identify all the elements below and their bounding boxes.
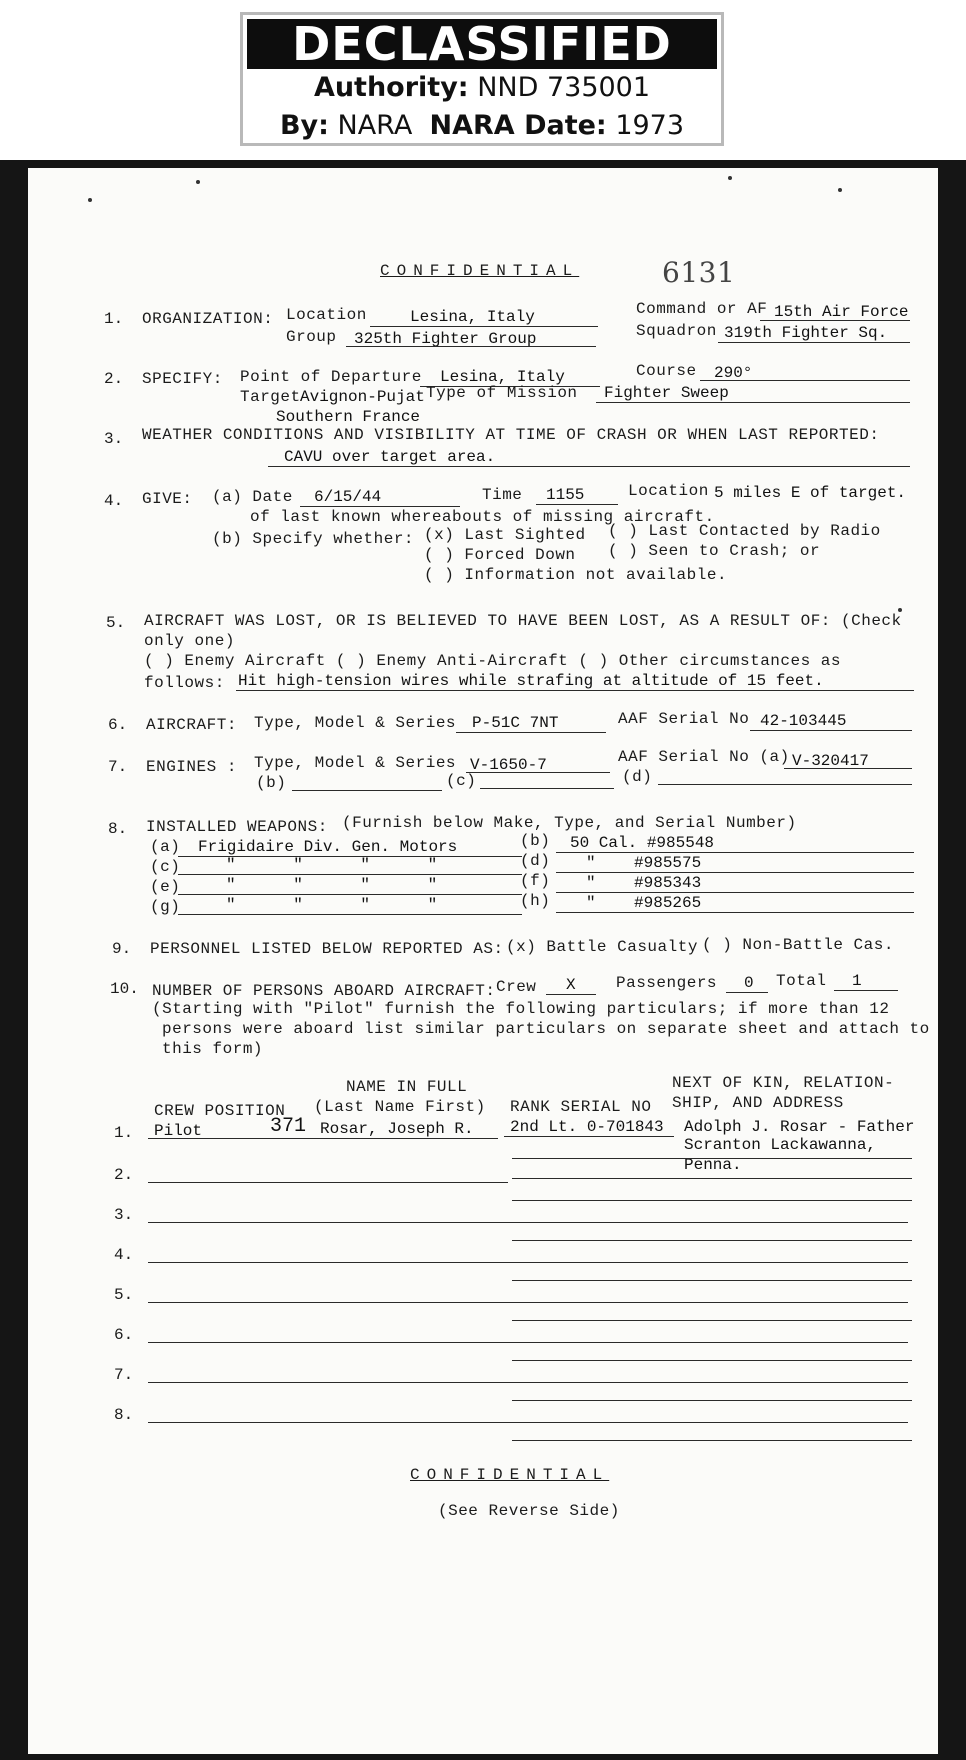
course-value: 290° [714, 364, 753, 382]
follows-value: Hit high-tension wires while strafing at altitude of 15 feet. [238, 672, 824, 690]
fill-line [178, 894, 522, 895]
lost-cause-options: ( ) Enemy Aircraft ( ) Enemy Anti-Aircraft ( ) Other circumstances as [144, 652, 842, 670]
fill-line [292, 790, 442, 791]
time-value: 1155 [546, 486, 585, 504]
fill-line [718, 342, 910, 343]
header-classification: CONFIDENTIAL [380, 262, 580, 280]
specify-whether-label: (b) Specify whether: [212, 530, 415, 548]
crew-label: Crew [496, 978, 537, 996]
weapon-b-label: (b) [520, 832, 551, 850]
fill-line [178, 914, 522, 915]
weapon-d-value: " #985575 [586, 854, 702, 872]
fill-line [300, 506, 460, 507]
fill-line [700, 380, 910, 381]
mission-value: Fighter Sweep [604, 384, 729, 402]
crew-rank-value: 2nd Lt. 0-701843 [510, 1118, 664, 1136]
fill-line [512, 1400, 912, 1401]
location-value: Lesina, Italy [410, 308, 535, 326]
fill-line [512, 1200, 912, 1201]
fill-line [512, 1320, 912, 1321]
section-1-number: 1. [104, 310, 124, 328]
section-9-number: 9. [112, 940, 132, 958]
section-10-number: 10. [110, 980, 139, 998]
document-sheet [28, 168, 938, 1754]
date-value: 6/15/44 [314, 488, 382, 506]
crew-position-value: Pilot [154, 1122, 203, 1140]
weapon-f-value: " #985343 [586, 874, 702, 892]
aircraft-type-value: P-51C 7NT [472, 714, 559, 732]
engine-c-label: (c) [446, 772, 477, 790]
weapon-e-value: " " " " [226, 876, 438, 894]
document-number: 6131 [662, 256, 736, 289]
target-label: Target [240, 388, 301, 406]
aircraft-label: AIRCRAFT: [146, 716, 237, 734]
speck [88, 198, 92, 202]
lost-cause-check: only one) [144, 632, 235, 650]
aircraft-type-label: Type, Model & Series [254, 714, 457, 732]
fill-line [148, 1138, 498, 1139]
command-value: 15th Air Force [774, 303, 909, 321]
command-label: Command or AF [636, 300, 768, 318]
location-label: Location [286, 306, 367, 324]
lost-cause-label: AIRCRAFT WAS LOST, OR IS BELIEVED TO HAVE BEEN LOST, AS A RESULT OF: (Check [144, 612, 902, 630]
give-label: GIVE: [142, 490, 193, 508]
option-seen-crash: ( ) Seen to Crash; or [608, 542, 821, 560]
option-last-contacted: ( ) Last Contacted by Radio [608, 522, 881, 540]
stamp-title: DECLASSIFIED [247, 19, 717, 69]
organization-label: ORGANIZATION: [142, 310, 274, 328]
engine-serial-value: V-320417 [792, 752, 869, 770]
fill-line [726, 992, 768, 993]
engine-b-label: (b) [256, 774, 287, 792]
crew-row-number: 6. [114, 1326, 134, 1344]
fill-line [512, 1360, 912, 1361]
weapon-a-label: (a) [150, 838, 181, 856]
weapons-label: INSTALLED WEAPONS: [146, 818, 328, 836]
kin-line-2: Scranton Lackawanna, [684, 1136, 877, 1154]
fill-line [760, 320, 910, 321]
fill-line [556, 852, 914, 853]
departure-value: Lesina, Italy [440, 368, 565, 386]
course-label: Course [636, 362, 697, 380]
persons-aboard-label: NUMBER OF PERSONS ABOARD AIRCRAFT: [152, 982, 496, 1000]
fill-line [834, 990, 898, 991]
crew-name-value: Rosar, Joseph R. [320, 1120, 474, 1138]
aircraft-serial-value: 42-103445 [760, 712, 847, 730]
location4-value: 5 miles E of target. [714, 484, 907, 502]
location4-label: Location [628, 482, 709, 500]
engine-type-label: Type, Model & Series [254, 754, 457, 772]
personnel-label: PERSONNEL LISTED BELOW REPORTED AS: [150, 940, 504, 958]
engine-type-value: V-1650-7 [470, 756, 547, 774]
group-value: 325th Fighter Group [354, 330, 537, 348]
whereabouts-text: of last known whereabouts of missing aircraft. [250, 508, 715, 526]
squadron-value: 319th Fighter Sq. [724, 324, 888, 342]
departure-label: Point of Departure [240, 368, 422, 386]
weapon-h-value: " #985265 [586, 894, 702, 912]
weapon-c-label: (c) [150, 858, 181, 876]
fill-line [236, 690, 914, 691]
fill-line [556, 892, 914, 893]
speck [838, 188, 842, 192]
engines-label: ENGINES : [146, 758, 237, 776]
weapon-h-label: (h) [520, 892, 551, 910]
speck [728, 176, 732, 180]
stamp-authority: Authority: NND 735001 [313, 72, 651, 103]
speck [196, 180, 200, 184]
fill-line [178, 874, 522, 875]
section-6-number: 6. [108, 716, 128, 734]
passengers-label: Passengers [616, 974, 718, 992]
fill-line [370, 326, 598, 327]
col-name-header-1: NAME IN FULL [346, 1078, 468, 1096]
weapon-f-label: (f) [520, 872, 551, 890]
section-4-number: 4. [104, 492, 124, 510]
weapons-note: (Furnish below Make, Type, and Serial Number) [342, 814, 797, 832]
weather-label: WEATHER CONDITIONS AND VISIBILITY AT TIME OF CRASH OR WHEN LAST REPORTED: [142, 426, 880, 444]
section-7-number: 7. [108, 758, 128, 776]
fill-line [546, 994, 596, 995]
see-reverse-note: (See Reverse Side) [438, 1502, 620, 1520]
crew-handwritten-mark: 371 [270, 1115, 307, 1138]
battle-casualty-option: (x) Battle Casualty [506, 938, 698, 956]
col-kin-header-2: SHIP, AND ADDRESS [672, 1094, 844, 1112]
crew-row-number: 7. [114, 1366, 134, 1384]
fill-line [346, 346, 596, 347]
weapon-g-label: (g) [150, 898, 181, 916]
weapon-b-value: 50 Cal. #985548 [570, 834, 715, 852]
col-name-header-2: (Last Name First) [314, 1098, 486, 1116]
fill-line [504, 1136, 674, 1137]
kin-line-3: Penna. [684, 1156, 742, 1174]
weather-value: CAVU over target area. [284, 448, 496, 466]
passengers-value: 0 [744, 974, 754, 992]
fill-line [268, 466, 910, 467]
persons-instructions-3: this form) [162, 1040, 264, 1058]
stamp-by: By: NARA NARA Date: 1973 [279, 110, 685, 141]
squadron-label: Squadron [636, 322, 717, 340]
fill-line [512, 1280, 912, 1281]
kin-line-1: Adolph J. Rosar - Father [684, 1118, 915, 1136]
option-info-na: ( ) Information not available. [424, 566, 728, 584]
crew-row-number: 5. [114, 1286, 134, 1304]
fill-line [596, 402, 910, 403]
persons-instructions-1: (Starting with "Pilot" furnish the following particulars; if more than 12 [152, 1000, 890, 1018]
fill-line [148, 1342, 908, 1343]
fill-line [556, 872, 914, 873]
persons-instructions-2: persons were aboard list similar particulars on separate sheet and attach to [162, 1020, 930, 1038]
date-label: (a) Date [212, 488, 293, 506]
follows-label: follows: [144, 674, 225, 692]
crew-row-number: 4. [114, 1246, 134, 1264]
crew-row-number: 8. [114, 1406, 134, 1424]
option-last-sighted: (x) Last Sighted [424, 526, 586, 544]
footer-classification: CONFIDENTIAL [410, 1466, 610, 1484]
total-value: 1 [852, 972, 862, 990]
aircraft-serial-label: AAF Serial No [618, 710, 750, 728]
fill-line [556, 912, 914, 913]
non-battle-option: ( ) Non-Battle Cas. [702, 936, 894, 954]
fill-line [148, 1422, 908, 1423]
fill-line [148, 1302, 908, 1303]
time-label: Time [482, 486, 523, 504]
option-forced-down: ( ) Forced Down [424, 546, 576, 564]
section-8-number: 8. [108, 820, 128, 838]
fill-line [148, 1382, 908, 1383]
section-3-number: 3. [104, 430, 124, 448]
target-location: Southern France [276, 408, 421, 426]
fill-line [512, 1178, 912, 1179]
fill-line [466, 772, 610, 773]
crew-value: X [566, 976, 576, 994]
fill-line [512, 1240, 912, 1241]
crew-row-number: 3. [114, 1206, 134, 1224]
fill-line [148, 1222, 908, 1223]
total-label: Total [776, 972, 827, 990]
engine-serial-label: AAF Serial No (a) [618, 748, 790, 766]
col-position-header: CREW POSITION [154, 1102, 286, 1120]
declassified-stamp [240, 12, 724, 146]
mission-label: Type of Mission [426, 384, 578, 402]
weapon-d-label: (d) [520, 852, 551, 870]
crew-row-number: 2. [114, 1166, 134, 1184]
fill-line [658, 784, 912, 785]
fill-line [512, 1158, 912, 1159]
engine-d-label: (d) [622, 768, 653, 786]
fill-line [536, 504, 618, 505]
section-5-number: 5. [106, 614, 126, 632]
fill-line [750, 730, 912, 731]
section-2-number: 2. [104, 370, 124, 388]
fill-line [148, 1262, 908, 1263]
target-value: Avignon-Pujat [300, 388, 425, 406]
fill-line [784, 768, 912, 769]
fill-line [456, 732, 606, 733]
fill-line [480, 788, 614, 789]
fill-line [148, 1182, 508, 1183]
specify-label: SPECIFY: [142, 370, 223, 388]
weapon-a-value: Frigidaire Div. Gen. Motors [198, 838, 458, 856]
weapon-g-value: " " " " [226, 896, 438, 914]
weapon-c-value: " " " " [226, 856, 438, 874]
group-label: Group [286, 328, 337, 346]
col-rank-header: RANK SERIAL NO [510, 1098, 652, 1116]
col-kin-header-1: NEXT OF KIN, RELATION- [672, 1074, 895, 1092]
weapon-e-label: (e) [150, 878, 181, 896]
crew-row-number: 1. [114, 1124, 134, 1142]
fill-line [512, 1440, 912, 1441]
